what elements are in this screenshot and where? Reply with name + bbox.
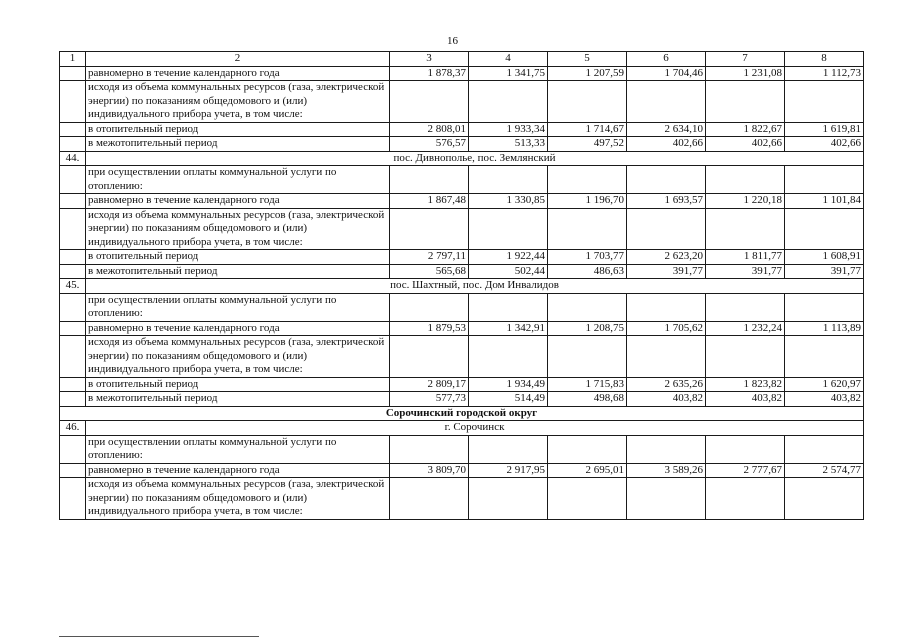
value-cell: 1 232,24 [706,321,785,336]
value-cell [469,478,548,520]
row-index [60,250,86,265]
value-cell [469,81,548,123]
header-cell: 6 [627,52,706,67]
header-cell: 1 [60,52,86,67]
table-row [60,264,864,279]
value-cell [706,336,785,378]
header-cell: 4 [469,52,548,67]
section-title: г. Сорочинск [86,421,864,436]
row-index [60,81,86,123]
row-index [60,392,86,407]
tariff-table [59,51,864,520]
value-cell: 577,73 [390,392,469,407]
row-index [60,435,86,463]
value-cell: 1 811,77 [706,250,785,265]
value-cell [548,336,627,378]
table-row [60,208,864,250]
table-row [60,392,864,407]
section-row [60,151,864,166]
header-row [60,52,864,67]
value-cell [390,293,469,321]
value-cell [785,166,864,194]
value-cell: 576,57 [390,137,469,152]
row-description: равномерно в течение календарного года [86,321,390,336]
row-index [60,336,86,378]
value-cell [785,478,864,520]
table-row [60,293,864,321]
value-cell: 1 342,91 [469,321,548,336]
value-cell: 2 808,01 [390,122,469,137]
section-row [60,279,864,294]
value-cell [469,435,548,463]
value-cell: 1 703,77 [548,250,627,265]
value-cell [627,336,706,378]
header-cell: 8 [785,52,864,67]
row-index [60,321,86,336]
value-cell: 1 934,49 [469,377,548,392]
value-cell [627,166,706,194]
header-cell: 2 [86,52,390,67]
value-cell [785,336,864,378]
value-cell: 1 208,75 [548,321,627,336]
value-cell: 391,77 [706,264,785,279]
row-index [60,264,86,279]
table-row [60,250,864,265]
value-cell: 513,33 [469,137,548,152]
value-cell: 1 619,81 [785,122,864,137]
value-cell: 1 207,59 [548,66,627,81]
section-index: 45. [60,279,86,294]
group-title: Сорочинский городской округ [60,406,864,421]
footnote-separator [59,636,259,637]
value-cell: 1 220,18 [706,194,785,209]
value-cell: 486,63 [548,264,627,279]
value-cell [706,435,785,463]
section-title: пос. Дивнополье, пос. Землянский [86,151,864,166]
table-row [60,435,864,463]
table-row [60,321,864,336]
value-cell: 403,82 [785,392,864,407]
value-cell [469,336,548,378]
table-row [60,377,864,392]
row-description: исходя из объема коммунальных ресурсов (газа, электрической энергии) по показаниям общедомового и (или) индивидуального прибора учета, в том числе: [86,478,390,520]
value-cell: 1 341,75 [469,66,548,81]
value-cell [627,208,706,250]
value-cell: 1 113,89 [785,321,864,336]
value-cell [706,166,785,194]
row-index [60,122,86,137]
value-cell: 2 917,95 [469,463,548,478]
value-cell [390,478,469,520]
value-cell [548,435,627,463]
table-row [60,194,864,209]
value-cell [785,208,864,250]
section-row [60,421,864,436]
row-description: исходя из объема коммунальных ресурсов (газа, электрической энергии) по показаниям общедомового и (или) индивидуального прибора учета, в том числе: [86,336,390,378]
row-description: при осуществлении оплаты коммунальной услуги по отоплению: [86,435,390,463]
section-index: 46. [60,421,86,436]
row-description: в отопительный период [86,122,390,137]
value-cell: 514,49 [469,392,548,407]
value-cell: 1 620,97 [785,377,864,392]
table-row [60,81,864,123]
group-row [60,406,864,421]
value-cell [469,208,548,250]
value-cell: 1 715,83 [548,377,627,392]
table-row [60,137,864,152]
value-cell: 2 695,01 [548,463,627,478]
value-cell [548,478,627,520]
row-description: в межотопительный период [86,264,390,279]
value-cell: 391,77 [785,264,864,279]
value-cell: 1 231,08 [706,66,785,81]
row-description: при осуществлении оплаты коммунальной услуги по отоплению: [86,166,390,194]
value-cell [785,435,864,463]
value-cell: 1 822,67 [706,122,785,137]
value-cell: 1 823,82 [706,377,785,392]
value-cell [706,81,785,123]
value-cell: 497,52 [548,137,627,152]
value-cell: 498,68 [548,392,627,407]
header-cell: 7 [706,52,785,67]
value-cell [390,166,469,194]
value-cell: 3 589,26 [627,463,706,478]
value-cell: 403,82 [627,392,706,407]
table-row [60,122,864,137]
row-index [60,66,86,81]
row-index [60,463,86,478]
value-cell: 2 574,77 [785,463,864,478]
value-cell: 2 777,67 [706,463,785,478]
value-cell [548,166,627,194]
row-index [60,293,86,321]
row-description: исходя из объема коммунальных ресурсов (газа, электрической энергии) по показаниям общедомового и (или) индивидуального прибора учета, в том числе: [86,81,390,123]
value-cell [469,166,548,194]
value-cell [390,336,469,378]
value-cell [785,81,864,123]
table-row [60,336,864,378]
value-cell: 402,66 [627,137,706,152]
row-description: равномерно в течение календарного года [86,194,390,209]
value-cell [390,435,469,463]
value-cell: 402,66 [706,137,785,152]
value-cell [469,293,548,321]
value-cell: 1 330,85 [469,194,548,209]
row-index [60,166,86,194]
value-cell: 1 933,34 [469,122,548,137]
table-row [60,478,864,520]
value-cell: 2 634,10 [627,122,706,137]
value-cell: 1 196,70 [548,194,627,209]
value-cell: 402,66 [785,137,864,152]
value-cell [548,293,627,321]
row-description: равномерно в течение календарного года [86,66,390,81]
value-cell [706,478,785,520]
value-cell [706,208,785,250]
value-cell: 1 705,62 [627,321,706,336]
row-index [60,194,86,209]
page-number: 16 [447,35,458,47]
value-cell [548,81,627,123]
row-index [60,208,86,250]
row-description: в межотопительный период [86,392,390,407]
value-cell: 3 809,70 [390,463,469,478]
value-cell: 1 878,37 [390,66,469,81]
value-cell: 502,44 [469,264,548,279]
value-cell: 2 797,11 [390,250,469,265]
header-cell: 5 [548,52,627,67]
value-cell: 2 809,17 [390,377,469,392]
value-cell: 1 922,44 [469,250,548,265]
table-row [60,66,864,81]
row-description: в отопительный период [86,250,390,265]
header-cell: 3 [390,52,469,67]
section-title: пос. Шахтный, пос. Дом Инвалидов [86,279,864,294]
row-description: в отопительный период [86,377,390,392]
row-description: равномерно в течение календарного года [86,463,390,478]
row-description: при осуществлении оплаты коммунальной услуги по отоплению: [86,293,390,321]
row-index [60,478,86,520]
value-cell [627,435,706,463]
value-cell: 1 101,84 [785,194,864,209]
row-description: исходя из объема коммунальных ресурсов (газа, электрической энергии) по показаниям общедомового и (или) индивидуального прибора учета, в том числе: [86,208,390,250]
value-cell: 391,77 [627,264,706,279]
value-cell [706,293,785,321]
value-cell [627,293,706,321]
section-index: 44. [60,151,86,166]
value-cell: 1 693,57 [627,194,706,209]
value-cell: 565,68 [390,264,469,279]
value-cell [627,81,706,123]
row-index [60,137,86,152]
value-cell [627,478,706,520]
value-cell [785,293,864,321]
table-row [60,166,864,194]
value-cell: 1 879,53 [390,321,469,336]
value-cell: 1 704,46 [627,66,706,81]
row-index [60,377,86,392]
value-cell: 403,82 [706,392,785,407]
value-cell: 2 623,20 [627,250,706,265]
value-cell [548,208,627,250]
value-cell [390,81,469,123]
value-cell: 1 714,67 [548,122,627,137]
value-cell: 2 635,26 [627,377,706,392]
row-description: в межотопительный период [86,137,390,152]
value-cell: 1 608,91 [785,250,864,265]
value-cell: 1 867,48 [390,194,469,209]
table-row [60,463,864,478]
value-cell [390,208,469,250]
value-cell: 1 112,73 [785,66,864,81]
